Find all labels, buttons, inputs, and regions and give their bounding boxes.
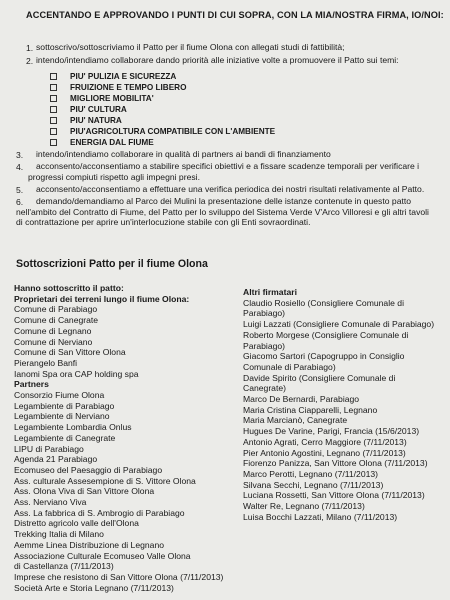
right-column bbox=[243, 287, 434, 522]
list-item: Luigi Lazzati (Consigliere Comunale di Parabiago) bbox=[243, 319, 435, 330]
theme-item: FRUIZIONE E TEMPO LIBERO bbox=[50, 83, 186, 92]
list-item: Comune di Nerviano bbox=[14, 336, 93, 347]
list-item: LIPU di Parabiago bbox=[14, 443, 84, 454]
list-item: Luciana Rossetti, San Vittore Olona (7/11/2013) bbox=[243, 490, 425, 501]
item-2-number: 2. bbox=[26, 56, 34, 66]
list-item: Società Arte e Storia Legnano (7/11/2013) bbox=[14, 582, 174, 593]
document-heading: ACCENTANDO E APPROVANDO I PUNTI DI CUI SOPRA, CON LA MIA/NOSTRA FIRMA, IO/NOI: bbox=[26, 10, 444, 20]
item-6-text: demando/demandiamo al Parco dei Mulini la presentazione delle istanze contenute in questo patto nell'ambito del Contratto di Fiume, del Patto per lo sviluppo del Sistema Verde V'Arco Villoresi e gli altri tavoli di contrattazione per aprire un'interlocuzione stabile con gli Enti sovraordinati. bbox=[16, 196, 429, 227]
list-item: Legambiente di Parabiago bbox=[14, 400, 115, 411]
list-item: Hugues De Varine, Parigi, Francia (15/6/2013) bbox=[243, 426, 420, 437]
list-item: Comune di Canegrate bbox=[14, 315, 99, 326]
list-item: Parabiago) bbox=[243, 308, 286, 319]
checkbox-icon bbox=[50, 139, 57, 146]
checkbox-icon bbox=[50, 128, 57, 135]
list-item: Ass. culturale Assesempione di S. Vittore Olona bbox=[14, 475, 196, 486]
list-item: Ass. Olona Viva di San Vittore Olona bbox=[14, 486, 155, 497]
item-3-number: 3. bbox=[16, 150, 24, 160]
list-item: Ecomuseo del Paesaggio di Parabiago bbox=[14, 464, 163, 475]
list-item: Ianomi Spa ora CAP holding spa bbox=[14, 368, 139, 379]
other-signatories-title: Altri firmatari bbox=[243, 287, 297, 297]
list-item: Fiorenzo Panizza, San Vittore Olona (7/11/2013) bbox=[243, 458, 428, 469]
list-item: Legambiente di Nerviano bbox=[14, 411, 110, 422]
list-item: Giacomo Sartori (Capogruppo in Consiglio bbox=[243, 351, 405, 362]
list-item: Legambiente di Canegrate bbox=[14, 432, 116, 443]
list-item: Maria Marcianò, Canegrate bbox=[243, 415, 348, 426]
item-1-text: sottoscrivo/sottoscriviamo il Patto per il fiume Olona con allegati studi di fattibilità; bbox=[36, 42, 345, 52]
list-item: Marco De Bernardi, Parabiago bbox=[243, 394, 360, 405]
list-item: Maria Cristina Ciapparelli, Legnano bbox=[243, 404, 378, 415]
list-item: Pierangelo Banfi bbox=[14, 357, 78, 368]
list-item: Claudio Rosiello (Consigliere Comunale di bbox=[243, 297, 404, 308]
list-item: Comunale di Parabiago) bbox=[243, 361, 336, 372]
list-item: Marco Perotti, Legnano (7/11/2013) bbox=[243, 468, 379, 479]
item-5-number: 5. bbox=[16, 185, 24, 195]
list-item: Ass. Nerviano Viva bbox=[14, 497, 87, 508]
list-item: Ass. La fabbrica di S. Ambrogio di Parabiago bbox=[14, 507, 185, 518]
list-item: Canegrate) bbox=[243, 383, 286, 394]
theme-item: ENERGIA DAL FIUME bbox=[50, 138, 154, 147]
theme-item: PIU' NATURA bbox=[50, 116, 122, 125]
theme-item: MIGLIORE MOBILITA' bbox=[50, 94, 154, 103]
list-item: Luisa Bocchi Lazzati, Milano (7/11/2013) bbox=[243, 511, 398, 522]
checkbox-icon bbox=[50, 95, 57, 102]
checkbox-icon bbox=[50, 106, 57, 113]
checkbox-icon bbox=[50, 84, 57, 91]
item-3-text: intendo/intendiamo collaborare in qualità di partners ai bandi di finanziamento bbox=[36, 149, 331, 159]
list-item: Comune di Parabiago bbox=[14, 304, 98, 315]
item-4-text: acconsento/acconsentiamo a stabilire specifici obiettivi e a fissare scadenze temporali per verificare i progressi compiuti rispetto agli impegni presi. bbox=[28, 161, 420, 182]
list-item: Aemme Linea Distribuzione di Legnano bbox=[14, 539, 165, 550]
list-item: Antonio Agrati, Cerro Maggiore (7/11/2013) bbox=[243, 436, 407, 447]
intro-label: Hanno sottoscritto il patto: bbox=[14, 283, 124, 293]
theme-item: PIU' PULIZIA E SICUREZZA bbox=[50, 72, 176, 81]
item-4-number: 4. bbox=[16, 162, 24, 172]
checkbox-icon bbox=[50, 117, 57, 124]
list-item: Agenda 21 Parabiago bbox=[14, 454, 98, 465]
list-item: Parabiago) bbox=[243, 340, 286, 351]
list-item: Silvana Secchi, Legnano (7/11/2013) bbox=[243, 479, 384, 490]
list-item: Pier Antonio Agostini, Legnano (7/11/2013) bbox=[243, 447, 406, 458]
list-item: Comune di Legnano bbox=[14, 325, 92, 336]
list-item: Associazione Culturale Ecomuseo Valle Olona bbox=[14, 550, 191, 561]
item-2-text: intendo/intendiamo collaborare dando priorità alle iniziative volte a promuovere il Patto sui temi: bbox=[36, 55, 399, 65]
list-item: Walter Re, Legnano (7/11/2013) bbox=[243, 501, 365, 512]
list-item: Consorzio Fiume Olona bbox=[14, 390, 105, 401]
item-6-number: 6. bbox=[16, 197, 24, 207]
list-item: Roberto Morgese (Consigliere Comunale di bbox=[243, 329, 409, 340]
list-item: di Castellanza (7/11/2013) bbox=[14, 561, 114, 572]
theme-item: PIU' CULTURA bbox=[50, 105, 127, 114]
list-item: Davide Spirito (Consigliere Comunale di bbox=[243, 372, 396, 383]
item-5-text: acconsento/acconsentiamo a effettuare una verifica periodica dei nostri risultati relativamente al Patto. bbox=[36, 184, 425, 194]
list-item: Comune di San Vittore Olona bbox=[14, 347, 126, 358]
section-title: Sottoscrizioni Patto per il fiume Olona bbox=[16, 258, 208, 270]
owners-title: Proprietari dei terreni lungo il fiume Olona: bbox=[14, 293, 190, 304]
theme-item: PIU'AGRICOLTURA COMPATIBILE CON L'AMBIENTE bbox=[50, 127, 275, 136]
left-column bbox=[14, 283, 223, 593]
item-1-number: 1. bbox=[26, 43, 34, 53]
list-item: Trekking Italia di Milano bbox=[14, 529, 104, 540]
checkbox-icon bbox=[50, 73, 57, 80]
list-item: Imprese che resistono di San Vittore Olona (7/11/2013) bbox=[14, 571, 224, 582]
list-item: Legambiente Lombardia Onlus bbox=[14, 422, 132, 433]
partners-title: Partners bbox=[14, 379, 49, 390]
list-item: Distretto agricolo valle dell'Olona bbox=[14, 518, 139, 529]
